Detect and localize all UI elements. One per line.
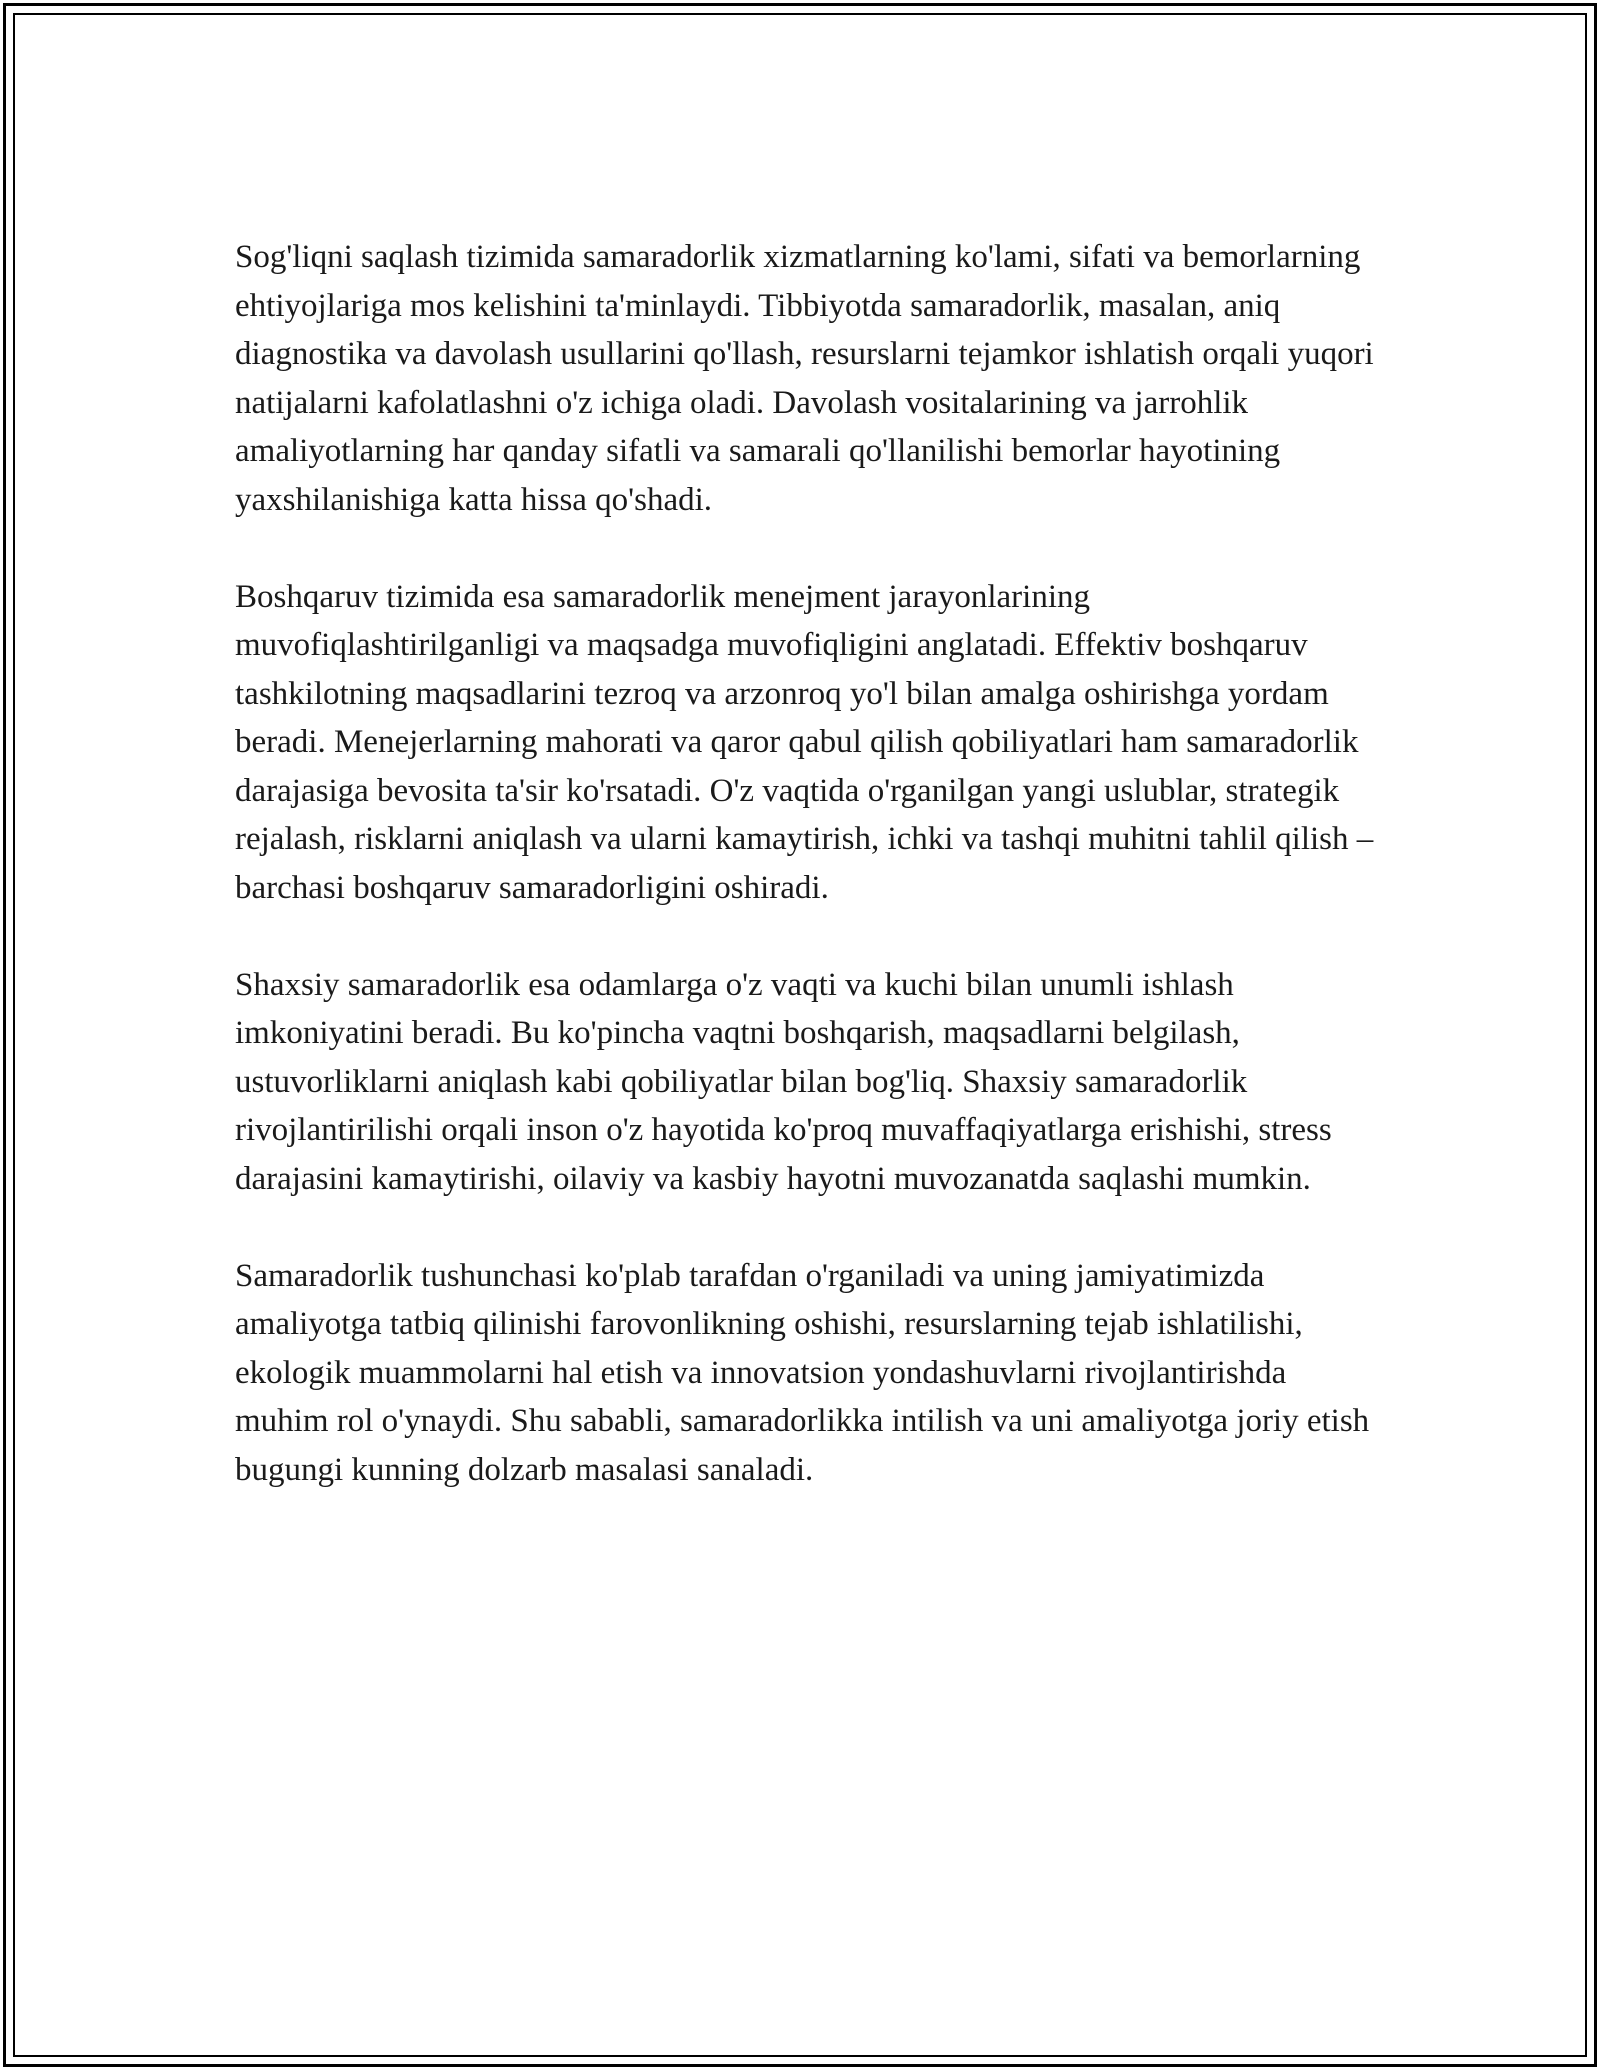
document-body [235,233,1375,1543]
paragraph-healthcare: Sog'liqni saqlash tizimida samaradorlik xizmatlarning ko'lami, sifati va bemorlarning ehtiyojlariga mos kelishini ta'minlaydi. Tibbiyotda samaradorlik, masalan, aniq diagnostika va davolash usullarini qo'llash, resurslarni tejamkor ishlatish orqali yuqori natijalarni kafolatlashni o'z ichiga oladi. Davolash vositalarining va jarrohlik amaliyotlarning har qanday sifatli va samarali qo'llanilishi bemorlar hayotining yaxshilanishiga katta hissa qo'shadi. [235,239,1374,518]
paragraph-conclusion: Samaradorlik tushunchasi ko'plab tarafdan o'rganiladi va uning jamiyatimizda amaliyotga tatbiq qilinishi farovonlikning oshishi, resurslarning tejab ishlatilishi, ekologik muammolarni hal etish va innovatsion yondashuvlarni rivojlantirishda muhim rol o'ynaydi. Shu sababli, samaradorlikka intilish va uni amaliyotga joriy etish bugungi kunning dolzarb masalasi sanaladi. [235,1257,1370,1488]
paragraph-management: Boshqaruv tizimida esa samaradorlik menejment jarayonlarining muvofiqlashtirilganligi va maqsadga muvofiqligini anglatadi. Effektiv boshqaruv tashkilotning maqsadlarini tezroq va arzonroq yo'l bilan amalga oshirishga yordam beradi. Menejerlarning mahorati va qaror qabul qilish qobiliyatlari ham samaradorlik darajasiga bevosita ta'sir ko'rsatadi. O'z vaqtida o'rganilgan yangi uslublar, strategik rejalash, risklarni aniqlash va ularni kamaytirish, ichki va tashqi muhitni tahlil qilish – barchasi boshqaruv samaradorligini oshiradi. [235,578,1374,906]
paragraph-personal: Shaxsiy samaradorlik esa odamlarga o'z vaqti va kuchi bilan unumli ishlash imkoniyatini beradi. Bu ko'pincha vaqtni boshqarish, maqsadlarni belgilash, ustuvorliklarni aniqlash kabi qobiliyatlar bilan bog'liq. Shaxsiy samaradorlik rivojlantirilishi orqali inson o'z hayotida ko'proq muvaffaqiyatlarga erishishi, stress darajasini kamaytirishi, oilaviy va kasbiy hayotni muvozanatda saqlashi mumkin. [235,966,1332,1197]
